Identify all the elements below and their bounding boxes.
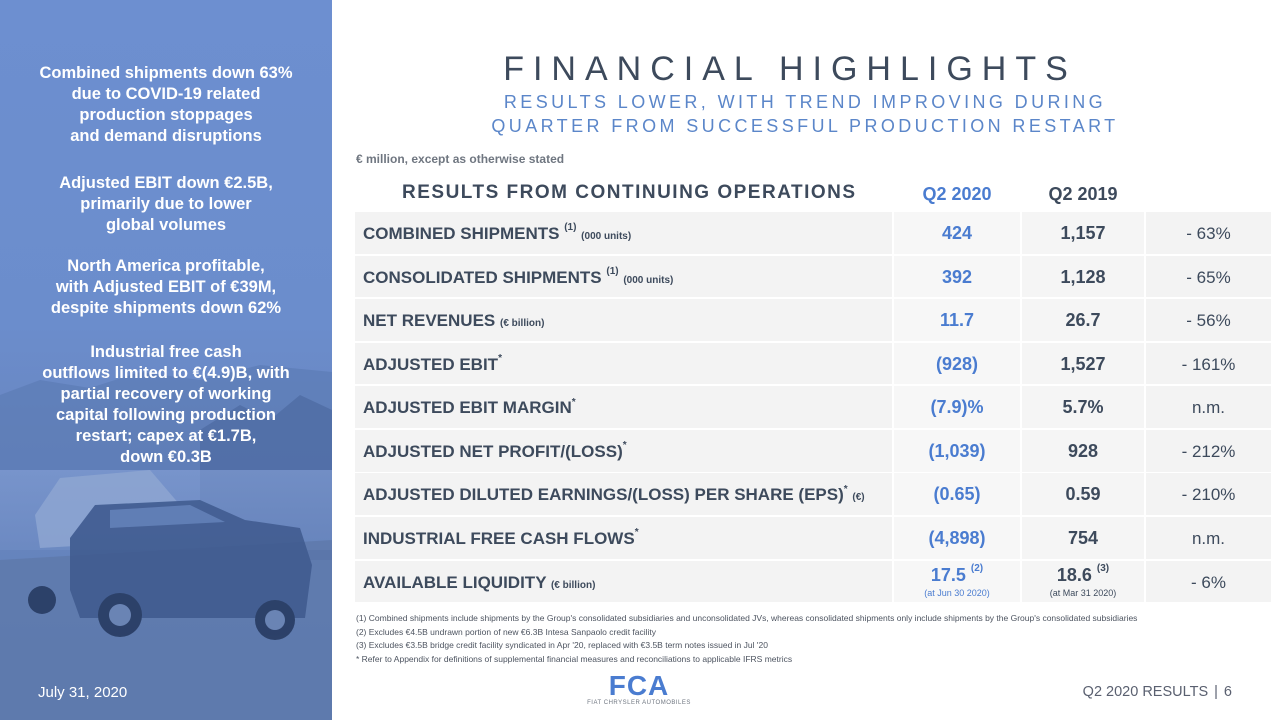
table-row	[355, 256, 1271, 298]
section-title: RESULTS FROM CONTINUING OPERATIONS	[402, 182, 857, 203]
table-row	[355, 343, 1271, 385]
table-row	[355, 386, 1271, 428]
row-label: CONSOLIDATED SHIPMENTS $^{(1)}$ (000 units)	[363, 265, 674, 287]
row-label: AVAILABLE LIQUIDITY (€ billion)	[363, 572, 596, 592]
value-change: - 212%	[1181, 441, 1236, 461]
footnotes	[356, 612, 1256, 666]
fca-logo	[574, 672, 704, 706]
footer-separator: |	[1214, 684, 1218, 700]
value-q2-2019: 754	[1067, 528, 1099, 549]
footnote: * Refer to Appendix for definitions of supplemental financial measures and reconciliations to applicable IFRS metrics	[356, 653, 793, 664]
value-change: n.m.	[1191, 529, 1226, 549]
row-label: ADJUSTED EBIT*	[363, 353, 502, 374]
column-header-q2-2020: Q2 2020	[922, 184, 992, 204]
footer-page-info	[1083, 684, 1232, 700]
value-q2-2020: (1,039)	[928, 440, 986, 461]
highlight-adjusted-ebit: Adjusted EBIT down €2.5B, primarily due to lower global volumes	[59, 174, 273, 234]
value-q2-2019: 1,128	[1060, 266, 1106, 287]
page-subtitle: RESULTS LOWER, WITH TREND IMPROVING DURING QUARTER FROM SUCCESSFUL PRODUCTION RESTART	[491, 92, 1119, 136]
presentation-date: July 31, 2020	[38, 684, 128, 701]
value-q2-2019: 1,527	[1060, 353, 1106, 374]
row-label: INDUSTRIAL FREE CASH FLOWS*	[363, 527, 639, 549]
logo-mark: FCA	[608, 670, 670, 701]
value-change: - 210%	[1181, 485, 1236, 505]
left-sidebar	[0, 0, 332, 720]
value-change: - 63%	[1186, 224, 1231, 243]
highlight-shipments: Combined shipments down 63% due to COVID-19 related production stoppages and demand disruptions	[39, 64, 293, 145]
value-q2-2020: (4,898)	[928, 528, 986, 549]
row-label: COMBINED SHIPMENTS $^{(1)}$ (000 units)	[363, 222, 632, 243]
row-label: ADJUSTED DILUTED EARNINGS/(LOSS) PER SHARE (EPS)* (€)	[363, 483, 865, 505]
value-q2-2019-date-note: (at Mar 31 2020)	[1049, 587, 1117, 598]
value-q2-2020-date-note: (at Jun 30 2020)	[924, 587, 990, 598]
value-q2-2019: 26.7	[1065, 310, 1101, 331]
value-change: - 161%	[1181, 354, 1236, 374]
row-label: NET REVENUES (€ billion)	[363, 311, 545, 331]
footnote: (3) Excludes €3.5B bridge credit facility syndicated in Apr '20, replaced with €3.5B term notes issued in Jul '20	[356, 640, 768, 651]
row-label: ADJUSTED EBIT MARGIN*	[363, 396, 576, 418]
value-q2-2020: 392	[941, 266, 973, 287]
value-q2-2020: (928)	[935, 353, 979, 374]
units-note: € million, except as otherwise stated	[356, 152, 565, 166]
row-label: ADJUSTED NET PROFIT/(LOSS)*	[363, 440, 627, 461]
value-q2-2019: 18.6 $^{(3)}$	[1056, 562, 1110, 585]
highlight-north-america: North America profitable, with Adjusted EBIT of €39M, despite shipments down 62%	[50, 257, 282, 317]
table-row	[355, 299, 1271, 341]
value-change: - 56%	[1186, 311, 1231, 331]
column-header-q2-2019: Q2 2019	[1048, 184, 1118, 204]
value-q2-2019: 5.7%	[1062, 397, 1104, 418]
value-q2-2019: 1,157	[1060, 223, 1106, 243]
page-title: FINANCIAL HIGHLIGHTS	[503, 50, 1077, 88]
value-q2-2020: (0.65)	[933, 484, 981, 505]
value-q2-2019: 0.59	[1065, 484, 1101, 505]
deck-title: Q2 2020 RESULTS	[1082, 684, 1209, 700]
highlight-free-cash: Industrial free cash outflows limited to €(4.9)B, with partial recovery of working capital following production restart; capex at €1.7B, down €0.3B	[42, 343, 290, 466]
value-change: - 6%	[1191, 572, 1226, 592]
results-table	[355, 212, 1271, 604]
table-row	[355, 212, 1271, 254]
value-q2-2020: 11.7	[939, 310, 975, 331]
footnote: (2) Excludes €4.5B undrawn portion of new €6.3B Intesa Sanpaolo credit facility	[356, 626, 657, 637]
value-change: n.m.	[1191, 398, 1226, 418]
footnote: (1) Combined shipments include shipments by the Group's consolidated subsidiaries and unconsolidated JVs, whereas consolidated shipments only include shipments by the Group's consolidated subsidiaries	[356, 613, 1138, 623]
table-row	[355, 473, 1271, 515]
logo-tagline: FIAT CHRYSLER AUTOMOBILES	[587, 700, 691, 706]
table-row	[355, 517, 1271, 559]
value-q2-2020: 17.5 $^{(2)}$	[930, 562, 984, 585]
table-row	[355, 430, 1271, 472]
value-q2-2019: 928	[1067, 440, 1099, 461]
value-q2-2020: (7.9)%	[930, 397, 984, 418]
table-row	[355, 561, 1271, 603]
value-change: - 65%	[1186, 267, 1231, 287]
value-q2-2020: 424	[941, 223, 973, 243]
page-number: 6	[1223, 684, 1232, 700]
